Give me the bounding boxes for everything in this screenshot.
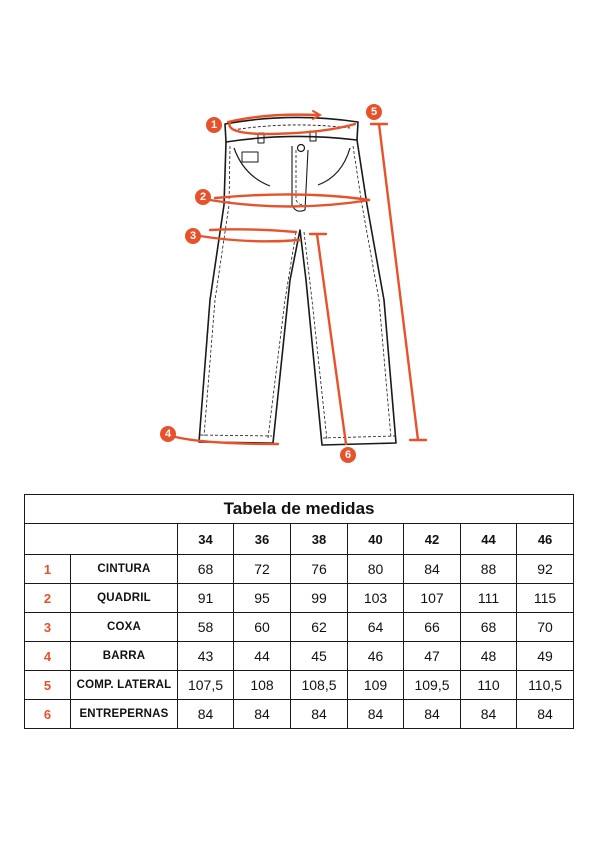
- measurement-value: 88: [461, 555, 517, 584]
- table-row: [25, 700, 574, 729]
- marker-2: [195, 189, 211, 205]
- measurement-value: 108,5: [291, 671, 348, 700]
- row-number: 1: [25, 555, 71, 584]
- measurement-value: 84: [461, 700, 517, 729]
- measurement-value: 45: [291, 642, 348, 671]
- measurement-value: 84: [178, 700, 234, 729]
- measurement-value: 66: [404, 613, 461, 642]
- svg-text:3: 3: [189, 230, 197, 242]
- measurement-value: 80: [348, 555, 404, 584]
- measurement-value: 48: [461, 642, 517, 671]
- measurement-value: 103: [348, 584, 404, 613]
- size-header: 36: [234, 524, 291, 555]
- measurement-lines: [172, 111, 426, 444]
- measurement-value: 68: [461, 613, 517, 642]
- measurement-value: 115: [517, 584, 574, 613]
- measurement-value: 46: [348, 642, 404, 671]
- row-number: 5: [25, 671, 71, 700]
- measurement-value: 99: [291, 584, 348, 613]
- measurement-value: 72: [234, 555, 291, 584]
- svg-text:1: 1: [210, 119, 218, 131]
- measurement-value: 109: [348, 671, 404, 700]
- table-row: [25, 642, 574, 671]
- size-header: 38: [291, 524, 348, 555]
- measurement-value: 84: [348, 700, 404, 729]
- marker-1: [206, 117, 222, 133]
- size-chart-table: [24, 494, 574, 729]
- size-header: 46: [517, 524, 574, 555]
- svg-text:4: 4: [164, 428, 172, 440]
- measurement-value: 70: [517, 613, 574, 642]
- row-number: 4: [25, 642, 71, 671]
- measurement-value: 107: [404, 584, 461, 613]
- table-title: Tabela de medidas: [25, 495, 574, 524]
- svg-text:2: 2: [199, 191, 207, 203]
- measurement-value: 92: [517, 555, 574, 584]
- measurement-label: ENTREPERNAS: [71, 700, 178, 729]
- measurement-label: BARRA: [71, 642, 178, 671]
- measurement-value: 109,5: [404, 671, 461, 700]
- row-number: 6: [25, 700, 71, 729]
- measurement-value: 91: [178, 584, 234, 613]
- measurement-value: 84: [404, 700, 461, 729]
- measurement-value: 44: [234, 642, 291, 671]
- measurement-value: 95: [234, 584, 291, 613]
- measurement-value: 68: [178, 555, 234, 584]
- measurement-label: CINTURA: [71, 555, 178, 584]
- measurement-value: 111: [461, 584, 517, 613]
- size-header: 40: [348, 524, 404, 555]
- size-header: 34: [178, 524, 234, 555]
- measurement-value: 62: [291, 613, 348, 642]
- marker-3: [185, 228, 201, 244]
- measurement-value: 84: [234, 700, 291, 729]
- pants-outline: [199, 117, 396, 445]
- measurement-value: 43: [178, 642, 234, 671]
- measurement-value: 110: [461, 671, 517, 700]
- marker-5: [366, 104, 382, 120]
- row-number: 3: [25, 613, 71, 642]
- svg-text:5: 5: [370, 106, 378, 118]
- table-row: [25, 671, 574, 700]
- measurement-value: 64: [348, 613, 404, 642]
- measurement-value: 60: [234, 613, 291, 642]
- table-row: [25, 555, 574, 584]
- marker-6: [340, 447, 356, 463]
- measurement-value: 47: [404, 642, 461, 671]
- measurement-value: 84: [291, 700, 348, 729]
- measurement-value: 58: [178, 613, 234, 642]
- measurement-value: 49: [517, 642, 574, 671]
- row-number: 2: [25, 584, 71, 613]
- measurement-value: 107,5: [178, 671, 234, 700]
- size-header: 44: [461, 524, 517, 555]
- measurement-value: 76: [291, 555, 348, 584]
- measurement-value: 84: [404, 555, 461, 584]
- measurement-value: 110,5: [517, 671, 574, 700]
- measurement-value: 108: [234, 671, 291, 700]
- size-header-row: [25, 524, 574, 555]
- table-row: [25, 613, 574, 642]
- table-row: [25, 584, 574, 613]
- measurement-label: QUADRIL: [71, 584, 178, 613]
- measurement-label: COXA: [71, 613, 178, 642]
- marker-4: [160, 426, 176, 442]
- svg-text:6: 6: [344, 449, 352, 461]
- measurement-label: COMP. LATERAL: [71, 671, 178, 700]
- measurement-value: 84: [517, 700, 574, 729]
- header-blank-cell: [25, 524, 178, 555]
- size-header: 42: [404, 524, 461, 555]
